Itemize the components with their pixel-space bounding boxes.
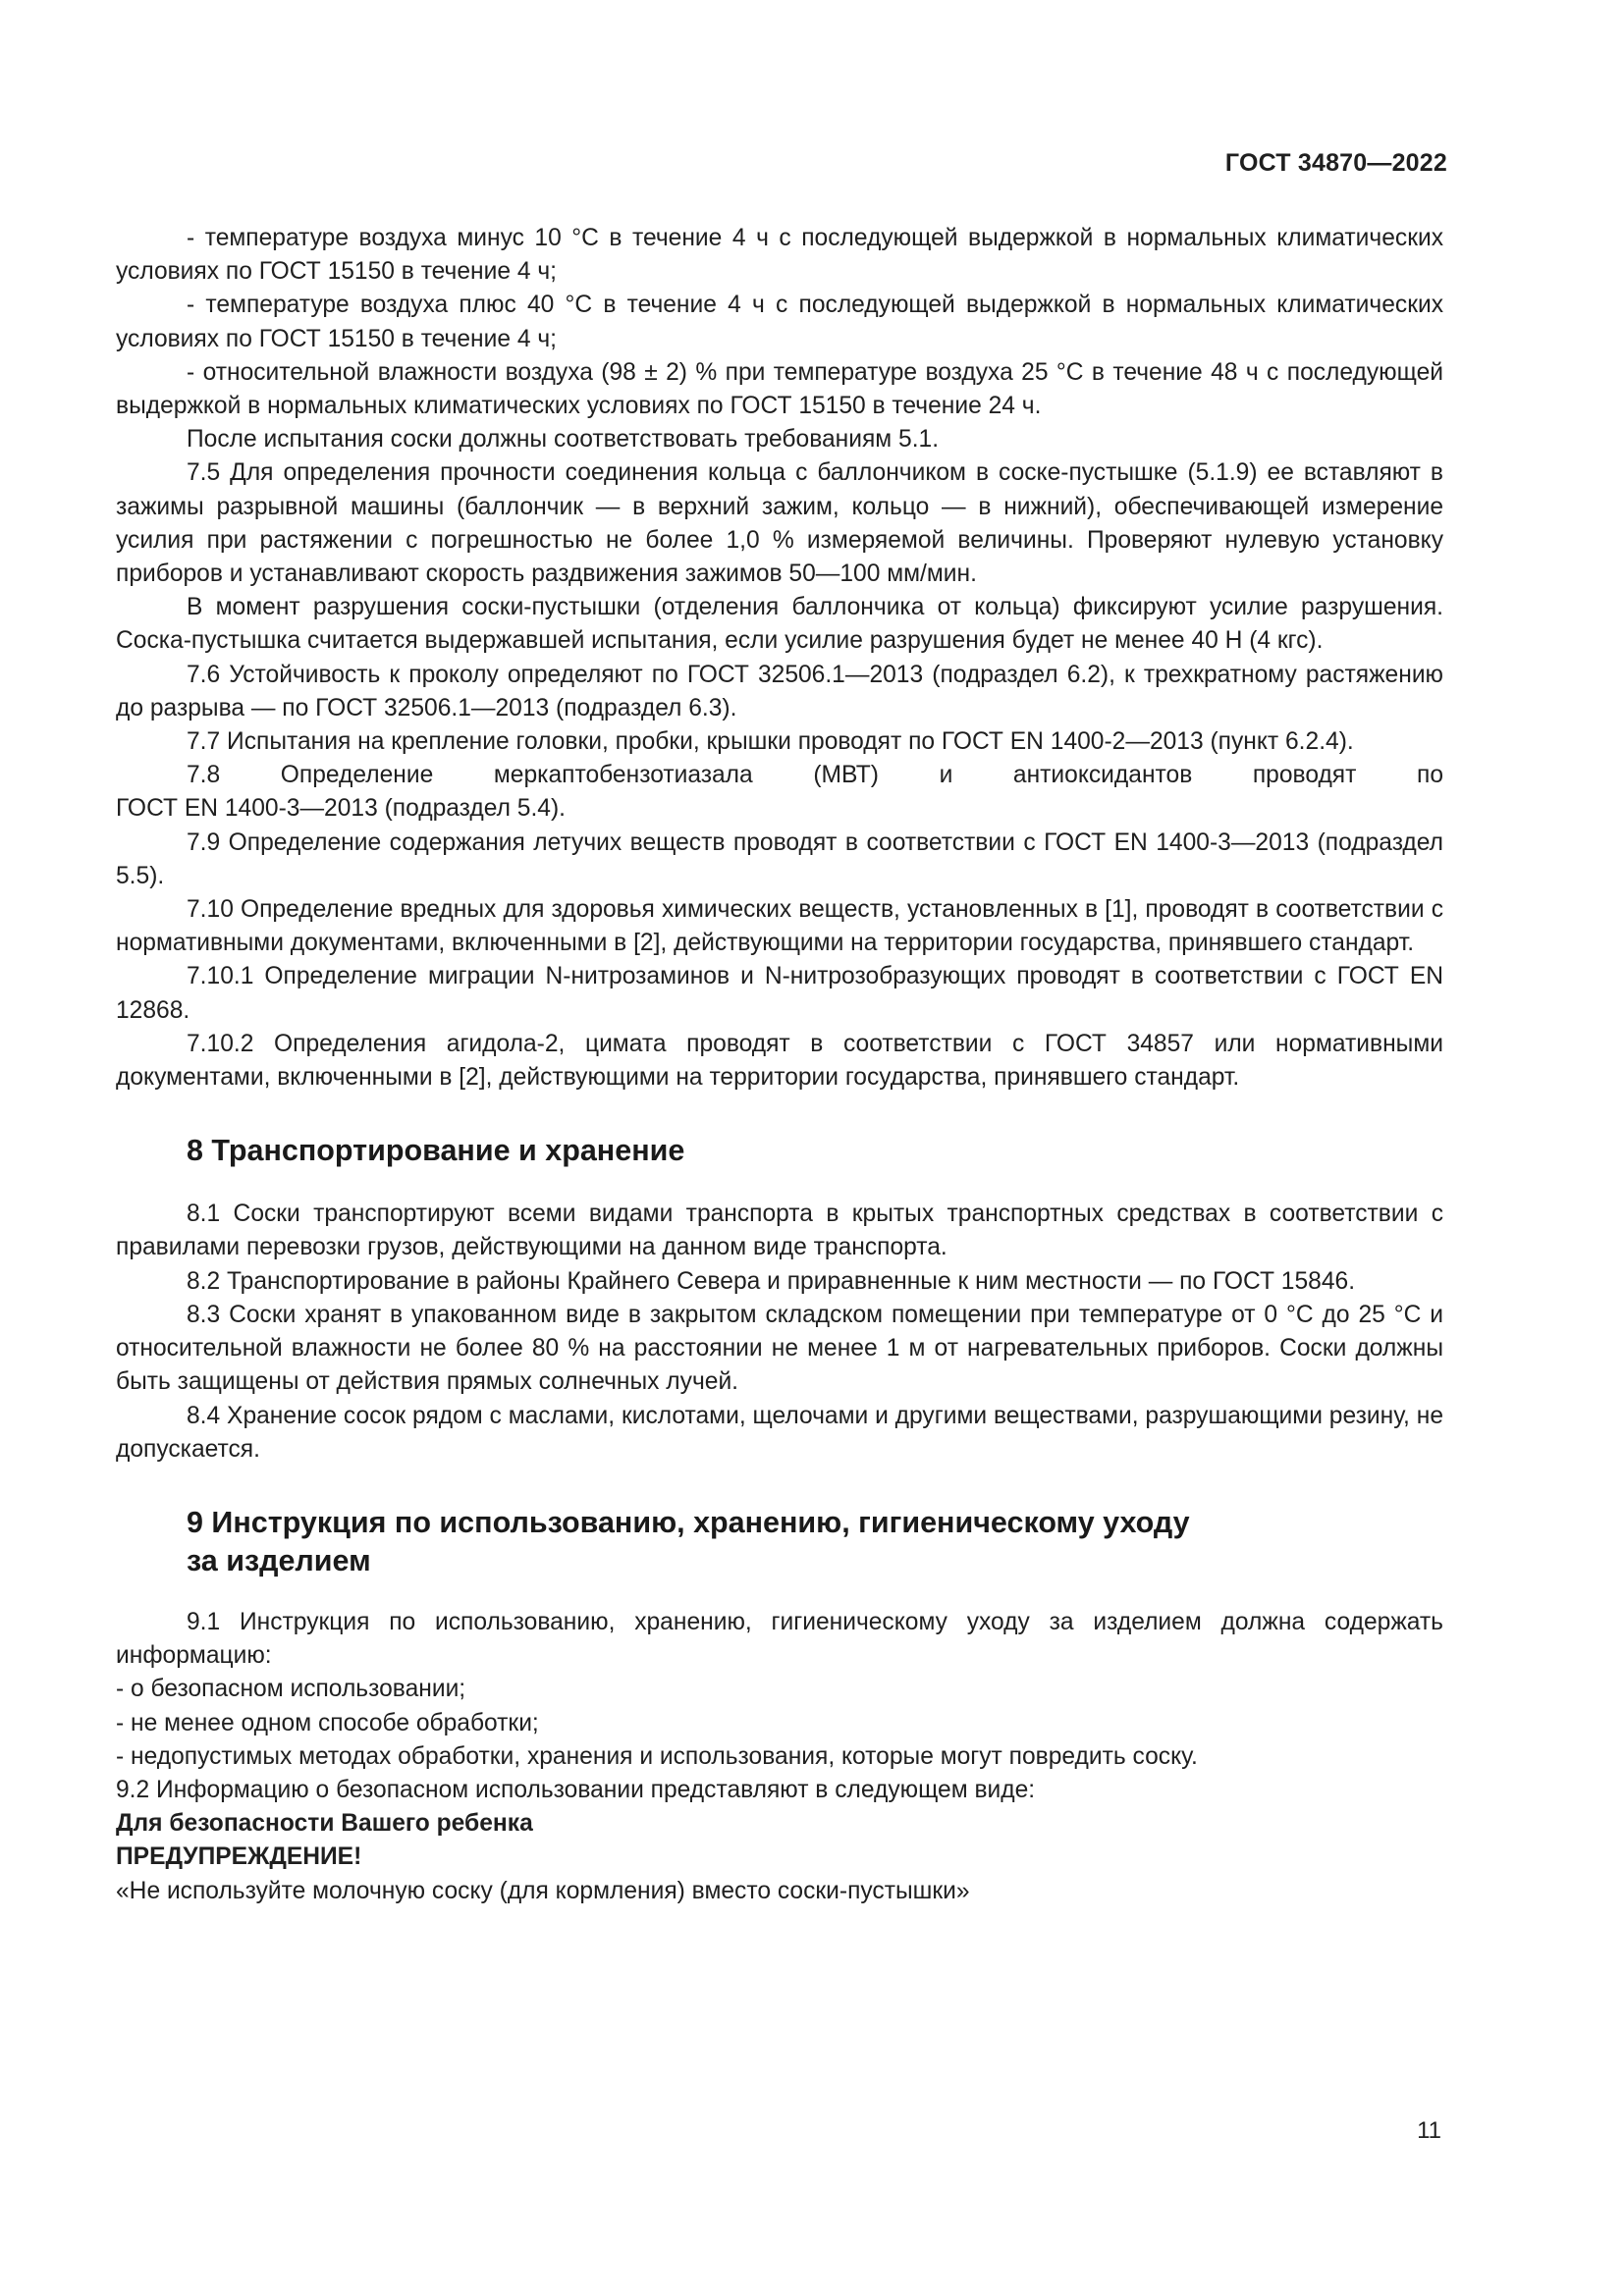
paragraph-7-5-break: В момент разрушения соски-пустышки (отделения баллончика от кольца) фиксируют усилие разрушения. Соска-пустышка считается выдержавшей испытания, если усилие разрушения будет не менее 40 Н (4 кгс). (116, 594, 1443, 655)
section-9-heading (116, 1504, 1443, 1580)
paragraph-7-9: 7.9 Определение содержания летучих веществ проводят в соответствии с ГОСТ EN 1400-3—2013 (подраздел 5.5). (116, 828, 1443, 889)
document-number-header: ГОСТ 34870—2022 (1224, 149, 1447, 177)
section-8-heading: 8 Транспортирование и хранение (187, 1134, 685, 1168)
paragraph-8-3: 8.3 Соски хранят в упакованном виде в закрытом складском помещении при температуре от 0 °С до 25 °С и относительной влажности не более 80 % на расстоянии не менее 1 м от нагревательных приборов. Соски должны быть защищены от действия прямых солнечных лучей. (116, 1301, 1443, 1396)
paragraph-7-5: 7.5 Для определения прочности соединения кольца с баллончиком в соске-пустышке (5.1.9) ее вставляют в зажимы разрывной машины (баллончик — в верхний зажим, кольцо — в нижний), обеспечивающей измерение усилия при растяжении с погрешностью не более 1,0 % измеряемой величины. Проверяют нулевую установку приборов и устанавливают скорость раздвижения зажимов 50—100 мм/мин. (116, 459, 1443, 588)
paragraph-7-10: 7.10 Определение вредных для здоровья химических веществ, установленных в [1], проводят в соответствии с нормативными документами, включенными в [2], действующими на территории государства, принявшего стандарт. (116, 896, 1443, 957)
section-9-heading-line2: за изделием (187, 1543, 371, 1577)
paragraph-temp-plus40: - температуре воздуха плюс 40 °С в течение 4 ч с последующей выдержкой в нормальных климатических условиях по ГОСТ 15150 в течение 4 ч; (116, 292, 1443, 352)
paragraph-7-7: 7.7 Испытания на крепление головки, пробки, крышки проводят по ГОСТ EN 1400-2—2013 (пункт 6.2.4). (187, 728, 1354, 756)
paragraph-temp-minus10: - температуре воздуха минус 10 °С в течение 4 ч с последующей выдержкой в нормальных климатических условиях по ГОСТ 15150 в течение 4 ч; (116, 225, 1443, 286)
list-item-safe-use: - о безопасном использовании; (116, 1676, 466, 1703)
list-item-invalid-methods: - недопустимых методах обработки, хранения и использования, которые могут повредить соску. (116, 1742, 1198, 1770)
paragraph-8-1: 8.1 Соски транспортируют всеми видами транспорта в крытых транспортных средствах в соответствии с правилами перевозки грузов, действующими на данном виде транспорта. (116, 1201, 1443, 1261)
paragraph-humidity: - относительной влажности воздуха (98 ± 2) % при температуре воздуха 25 °С в течение 48 ч с последующей выдержкой в нормальных климатических условиях по ГОСТ 15150 в течение 24 ч. (116, 358, 1443, 420)
warning-label: ПРЕДУПРЕЖДЕНИЕ! (116, 1843, 362, 1871)
page-number: 11 (1417, 2117, 1441, 2144)
paragraph-9-2: 9.2 Информацию о безопасном использовании представляют в следующем виде: (116, 1776, 1036, 1803)
paragraph-7-10-1: 7.10.1 Определение миграции N-нитрозаминов и N-нитрозобразующих проводят в соответствии с ГОСТ EN 12868. (116, 963, 1443, 1024)
warning-title: Для безопасности Вашего ребенка (116, 1810, 533, 1838)
list-item-processing: - не менее одном способе обработки; (116, 1709, 539, 1736)
paragraph-after-test: После испытания соски должны соответствовать требованиям 5.1. (187, 426, 940, 454)
paragraph-7-8-line1: 7.8 Определение меркаптобензотиазала (МВТ) и антиоксидантов проводят по (187, 762, 1443, 789)
paragraph-8-2: 8.2 Транспортирование в районы Крайнего Севера и приравненные к ним местности — по ГОСТ 15846. (187, 1267, 1356, 1295)
section-9-heading-line1: 9 Инструкция по использованию, хранению, гигиеническому уходу (187, 1505, 1190, 1539)
page-body (116, 222, 1443, 1908)
paragraph-9-1: 9.1 Инструкция по использованию, хранению, гигиеническому уходу за изделием должна содержать информацию: (116, 1608, 1443, 1670)
paragraph-7-6: 7.6 Устойчивость к проколу определяют по ГОСТ 32506.1—2013 (подраздел 6.2), к трехкратному растяжению до разрыва — по ГОСТ 32506.1—2013 (подраздел 6.3). (116, 661, 1443, 721)
warning-text: «Не используйте молочную соску (для кормления) вместо соски-пустышки» (116, 1877, 970, 1904)
paragraph-7-8-line2: ГОСТ EN 1400-3—2013 (подраздел 5.4). (116, 795, 566, 823)
paragraph-7-10-2: 7.10.2 Определения агидола-2, цимата проводят в соответствии с ГОСТ 34857 или нормативными документами, включенными в [2], действующими на территории государства, принявшего стандарт. (116, 1030, 1443, 1092)
paragraph-8-4: 8.4 Хранение сосок рядом с маслами, кислотами, щелочами и другими веществами, разрушающими резину, не допускается. (116, 1402, 1443, 1463)
